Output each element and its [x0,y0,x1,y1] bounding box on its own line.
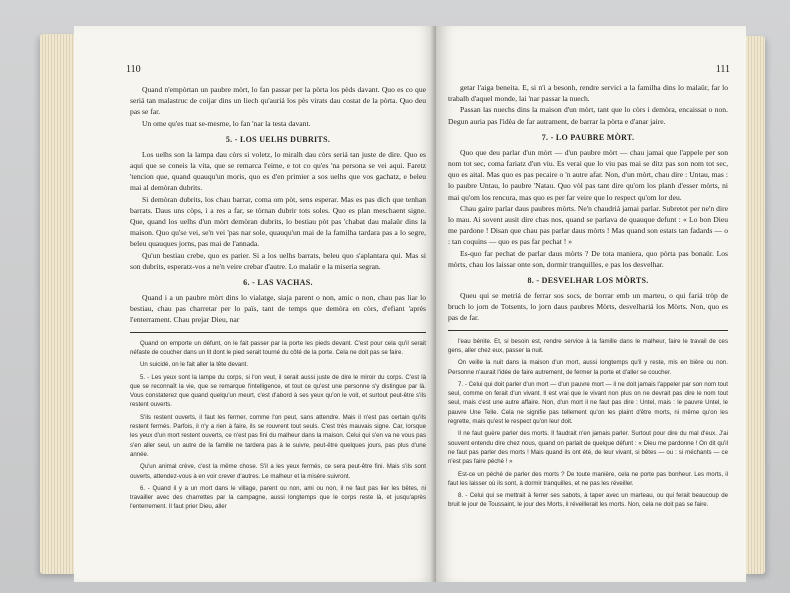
divider-rule [130,332,426,333]
paragraph: Chau gaire parlar daus paubres mòrts. Ne'n chaudriá jamai parlar. Subretot per ne'n dire lo mau. Ai sovent ausit dire chas nos, quand se parlava de quauque defunt : « Lo bon Dieu me pardone ! Disan que chau pas parlar daus mòrts ! Mas quand son estats tan fadards — o : tan coquins — quo es pas far pechat ! » [448,203,728,247]
left-page [74,26,436,582]
open-book [40,26,765,582]
paragraph: Los uelhs son la lampa dau còrs si voletz, lo miralh dau còrs seriá tan juste de dire. Quo es aqui que se coneis la vita, que se remarca l'eime, e tot co qu'es 'na persona se vei aqui. Faretz 'tencion que, quand quauqu'un moris, quo es d'en primier a sos uelhs que vos gachatz, e beleu mai al demòran dubrits. [130,149,426,193]
translation-paragraph: On veille la nuit dans la maison d'un mort, aussi longtemps qu'il y reste, mis en bière ou non. Personne n'aurait l'idée de faire autrement, de fermer la porte et d'aller se coucher. [448,359,728,376]
right-column [448,82,728,513]
translation-paragraph: S'ils restent ouverts, il faut les fermer, comme l'on peut, sans attendre. Mais il n'est pas certain qu'ils restent fermés. Parfois, il n'y a rien à faire, ils se rouvrent tout seuls. C'est très mauvais signe. Car, lorsque les yeux d'un mort restent ouverts, ce n'est pas fini du malheur dans la maison. Celui qui s'en va ne vous pas s'en aller seul, un autre de la famille ne tardera pas à le suivre, peut-être quelques jours, pas plus d'une année. [130,413,426,458]
section-heading: 8. - DESVELHAR LOS MÒRTS. [527,276,649,286]
paragraph: Qu'un bestiau crebe, quo es parier. Si a los uelhs barrats, beleu quo s'aplantara qui. Mas si son dubrits, esperatz-vos a ne'n veire crebar d'autre. Lo malaür e la miseria segran. [130,250,426,271]
page-block-left [40,34,78,574]
page-number: 110 [126,64,141,75]
section-heading: 7. - LO PAUBRE MÒRT. [541,132,635,142]
occitan-text [448,82,728,324]
paragraph: getar l'aiga beneita. E, si n'i a besonh, rendre servici a la familha dins lo malaür, far lo trabalh d'aquel monde, lai 'nar passar la nuech. [448,83,728,104]
translation-paragraph: 5. - Les yeux sont la lampe du corps, si l'on veut, il serait aussi juste de dire le miroir du corps. C'est là que se reconnaît la vie, que se remarque l'intelligence, et tout ce qu'est une personne s'y distingue par là. Vous constaterez que quand quelqu'un meurt, c'est d'abord à ses yeux qu'on le voit, et surtout peut-être s'ils restent ouverts. [130,373,426,409]
section-heading: 6. - LAS VACHAS. [243,278,313,288]
translation-paragraph: Est-ce un péché de parler des morts ? De toute manière, cela ne porte pas bonheur. Les morts, il faut les laisser où ils sont, à dormir tranquilles, et ne pas les réveiller. [448,470,728,487]
french-translation [130,339,426,512]
divider-rule [448,330,728,331]
translation-paragraph: Un suicidé, on le fait aller la tête devant. [140,361,249,369]
page-number: 111 [715,64,730,75]
translation-paragraph: 6. - Quand il y a un mort dans le village, parent ou non, ami ou non, il ne faut pas lier les bêtes, ni travailler avec des charrettes par la campagne, aussi longtemps que le corps reste là, et jusqu'après l'enterrement. Il faut prier Dieu, aller [130,484,426,511]
translation-paragraph: 8. - Celui qui se mettrait à ferrer ses sabots, à taper avec un marteau, ou qui ferait beaucoup de bruit le jour de Toussaint, le jour des Morts, il réveillerait les morts. Non, cela ne doit pas se faire. [448,492,728,509]
page-block-right [743,36,765,574]
paragraph: Si demòran dubrits, los chau barrar, coma om pòt, sens esperar. Mas es pas dich que tenhan barrats. Daus uns còps, i a res a far, se tòrnan dubrir tots soles. Quo es plan meschaent signe. Que, quand los uelhs d'un mòrt demòran dubrits, lo bestiau pòt pas 'chabat dau malaür dins la maison. Quo qu'se vei, se'n vei 'pas nar sole, quauqu'un mai de la familha tardara pas a lo segre, beleu quauques jorns, pas mai de l'annada. [130,194,426,249]
french-translation [448,337,728,510]
paragraph: Quand n'empòrtan un paubre mòrt, lo fan passar per la pòrta los pèds davant. Quo es co que seriá tan malastruc de coijar dins un liech qu'auriá los pès virats dau costat de la pòrta. Quo deu pas se far. [130,85,426,117]
translation-paragraph: Il ne faut guère parler des morts. Il faudrait n'en jamais parler. Surtout pour dire du mal d'eux. J'ai souvent entendu dire chez nous, quand on parlait de quelque défunt : « Dieu me pardonne ! On dit qu'il ne faut pas parler des morts ! Mais quand ils ont été, de leur vivant, si bêtes — ou : si méchants — ce n'est pas faire péché ! » [448,430,728,466]
paragraph: Un ome qu'es tuat se-mesme, lo fan 'nar la testa davant. [142,118,311,128]
translation-paragraph: 7. - Celui qui doit parler d'un mort — d'un pauvre mort — il ne doit jamais l'appeler par son nom tout seul, comme on ferait d'un vivant. Il est vrai que le vivant non plus on ne devrait pas dire le nom tout seul, mais c'est une autre affaire. Non, d'un mort il ne faut pas dire : Untel, mais : le pauvre Untel, le pauvre Une Telle. Cela ne signifie pas tellement qu'on les plaint d'être morts, ni même qu'on les regrette, mais qu'est le respect qu'on leur doit. [448,380,728,426]
occitan-text [130,84,426,326]
right-page [436,26,746,582]
left-column [130,84,426,515]
translation-paragraph: Quand on emporte un défunt, on le fait passer par la porte les pieds devant. C'est pour cela qu'il serait néfaste de coucher dans un lit dont le pied serait tourné du côté de la porte. Cela ne doit pas se faire. [130,339,426,356]
paragraph: Es-quo far pechat de parlar daus mòrts ? De tota maniera, quo pòrta pas bonaür. Los mòrts, chau los laissar onte son, dormir tranquilles, e pas los desvelhar. [448,248,728,269]
section-heading: 5. - LOS UELHS DUBRITS. [225,134,331,144]
paragraph: Passan las nuechs dins la maison d'un mòrt, tant que lo còrs i demòra, encaissat o non. Degun auria pas l'idèa de far autrament, de barrar la pòrta e d'anar jaire. [448,105,728,126]
translation-paragraph: Qu'un animal crève, c'est la même chose. S'il a les yeux fermés, ce sera peut-être fini. Mais s'ils sont ouverts, attendez-vous à en voir crever d'autres. Le malheur et la misère suivront. [130,463,426,480]
paragraph: Quand i a un paubre mòrt dins lo vialatge, siaja parent o non, amic o non, chau pas liar lo bestiau, chau pas charretar per lo païs, tant de temps que demòra en còrs, d'efiant 'aprés l'enterrament. Chau prejar Dieu, nar [130,293,426,325]
paragraph: Quo que deu parlar d'un mòrt — d'un paubre mòrt — chau jamai que l'appele per son nom tot sec, coma fariatz d'un viu. Es verai que lo viu pas mai se ditz pas son nom tot sec, quo es aital. Mas quo es pas pecaire o 'n autre afar. Non, d'un mòrt, chau dire : Untau, mas : lo paubre Untau, lo paubre 'Natau. Quo vòl pas tant dire qu'om los planh d'esser mòrts, ni mai qu'om los rencura, mas quo es per far veire que lo respect qu'om lor deu. [448,147,728,202]
paragraph: Queu qui se metriá de ferrar sos socs, de borrar emb un marteu, o qui fariá tròp de bruch lo jorn de Totsents, lo jorn daus paubres Mòrts, desvelhariá los Mòrts. Non, quo es pas de far. [448,291,728,323]
translation-paragraph: l'eau bénite. Et, si besoin est, rendre service à la famille dans le malheur, faire le travail de ces gens, aller chez eux, passer la nuit. [448,337,728,354]
